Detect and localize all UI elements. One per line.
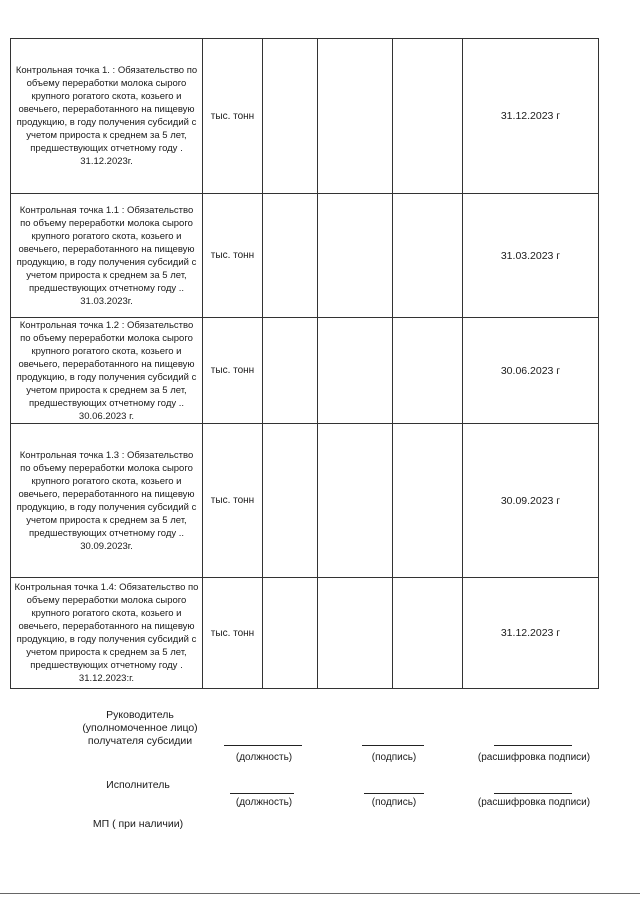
unit-cell: тыс. тонн bbox=[203, 194, 263, 318]
head-signatory-label: Руководитель (уполномоченное лицо) получателя субсидии bbox=[82, 709, 198, 747]
value-cell bbox=[318, 194, 393, 318]
decoding-caption: (расшифровка подписи) bbox=[477, 752, 591, 763]
unit-cell: тыс. тонн bbox=[203, 39, 263, 194]
value-cell bbox=[263, 318, 318, 424]
position-line bbox=[224, 745, 302, 746]
unit-cell: тыс. тонн bbox=[203, 424, 263, 578]
value-cell bbox=[393, 194, 463, 318]
signature-line bbox=[364, 793, 424, 794]
value-cell bbox=[393, 424, 463, 578]
decoding-line bbox=[494, 745, 572, 746]
signature-caption: (подпись) bbox=[371, 797, 417, 808]
table-row bbox=[11, 39, 599, 194]
unit-cell: тыс. тонн bbox=[203, 578, 263, 689]
value-cell bbox=[393, 318, 463, 424]
table-row bbox=[11, 578, 599, 689]
table-row bbox=[11, 424, 599, 578]
control-points-table bbox=[10, 38, 599, 689]
value-cell bbox=[393, 578, 463, 689]
value-cell bbox=[393, 39, 463, 194]
value-cell bbox=[263, 424, 318, 578]
value-cell bbox=[263, 578, 318, 689]
date-cell: 30.06.2023 г bbox=[463, 318, 599, 424]
signature-caption: (подпись) bbox=[371, 752, 417, 763]
value-cell bbox=[318, 39, 393, 194]
position-line bbox=[230, 793, 294, 794]
value-cell bbox=[318, 318, 393, 424]
executor-label: Исполнитель bbox=[106, 779, 170, 791]
date-cell: 31.03.2023 г bbox=[463, 194, 599, 318]
control-point-description: Контрольная точка 1.1 : Обязательство по объему переработки молока сырого крупного рогатого скота, козьего и овечьего, переработанного на пищевую продукцию, в году получения субсидий с учетом прироста к среднем за 5 лет, предшествующих отчетному году .. 31.03.2023г. bbox=[11, 194, 203, 318]
date-cell: 30.09.2023 г bbox=[463, 424, 599, 578]
date-cell: 31.12.2023 г bbox=[463, 578, 599, 689]
decoding-caption: (расшифровка подписи) bbox=[477, 797, 591, 808]
position-caption: (должность) bbox=[235, 797, 293, 808]
control-point-description: Контрольная точка 1. : Обязательство по объему переработки молока сырого крупного рогатого скота, козьего и овечьего, переработанного на пищевую продукцию, в году получения субсидий с учетом прироста к среднем за 5 лет, предшествующих отчетному году . 31.12.2023г. bbox=[11, 39, 203, 194]
unit-cell: тыс. тонн bbox=[203, 318, 263, 424]
value-cell bbox=[318, 578, 393, 689]
control-point-description: Контрольная точка 1.4: Обязательство по объему переработки молока сырого крупного рогатого скота, козьего и овечьего, переработанного на пищевую продукцию, в году получения субсидий с учетом прироста к среднем за 5 лет, предшествующих отчетному году . 31.12.2023:г. bbox=[11, 578, 203, 689]
value-cell bbox=[263, 194, 318, 318]
decoding-line bbox=[494, 793, 572, 794]
table-row bbox=[11, 318, 599, 424]
control-point-description: Контрольная точка 1.3 : Обязательство по объему переработки молока сырого крупного рогатого скота, козьего и овечьего, переработанного на пищевую продукцию, в году получения субсидий с учетом прироста к среднем за 5 лет, предшествующих отчетному году .. 30.09.2023г. bbox=[11, 424, 203, 578]
signature-line bbox=[362, 745, 424, 746]
position-caption: (должность) bbox=[235, 752, 293, 763]
page-bottom-rule bbox=[0, 893, 640, 894]
table-row bbox=[11, 194, 599, 318]
stamp-label: МП ( при наличии) bbox=[92, 818, 184, 830]
value-cell bbox=[318, 424, 393, 578]
value-cell bbox=[263, 39, 318, 194]
date-cell: 31.12.2023 г bbox=[463, 39, 599, 194]
control-point-description: Контрольная точка 1.2 : Обязательство по объему переработки молока сырого крупного рогатого скота, козьего и овечьего, переработанного на пищевую продукцию, в году получения субсидий с учетом прироста к среднем за 5 лет, предшествующих отчетному году .. 30.06.2023 г. bbox=[11, 318, 203, 424]
